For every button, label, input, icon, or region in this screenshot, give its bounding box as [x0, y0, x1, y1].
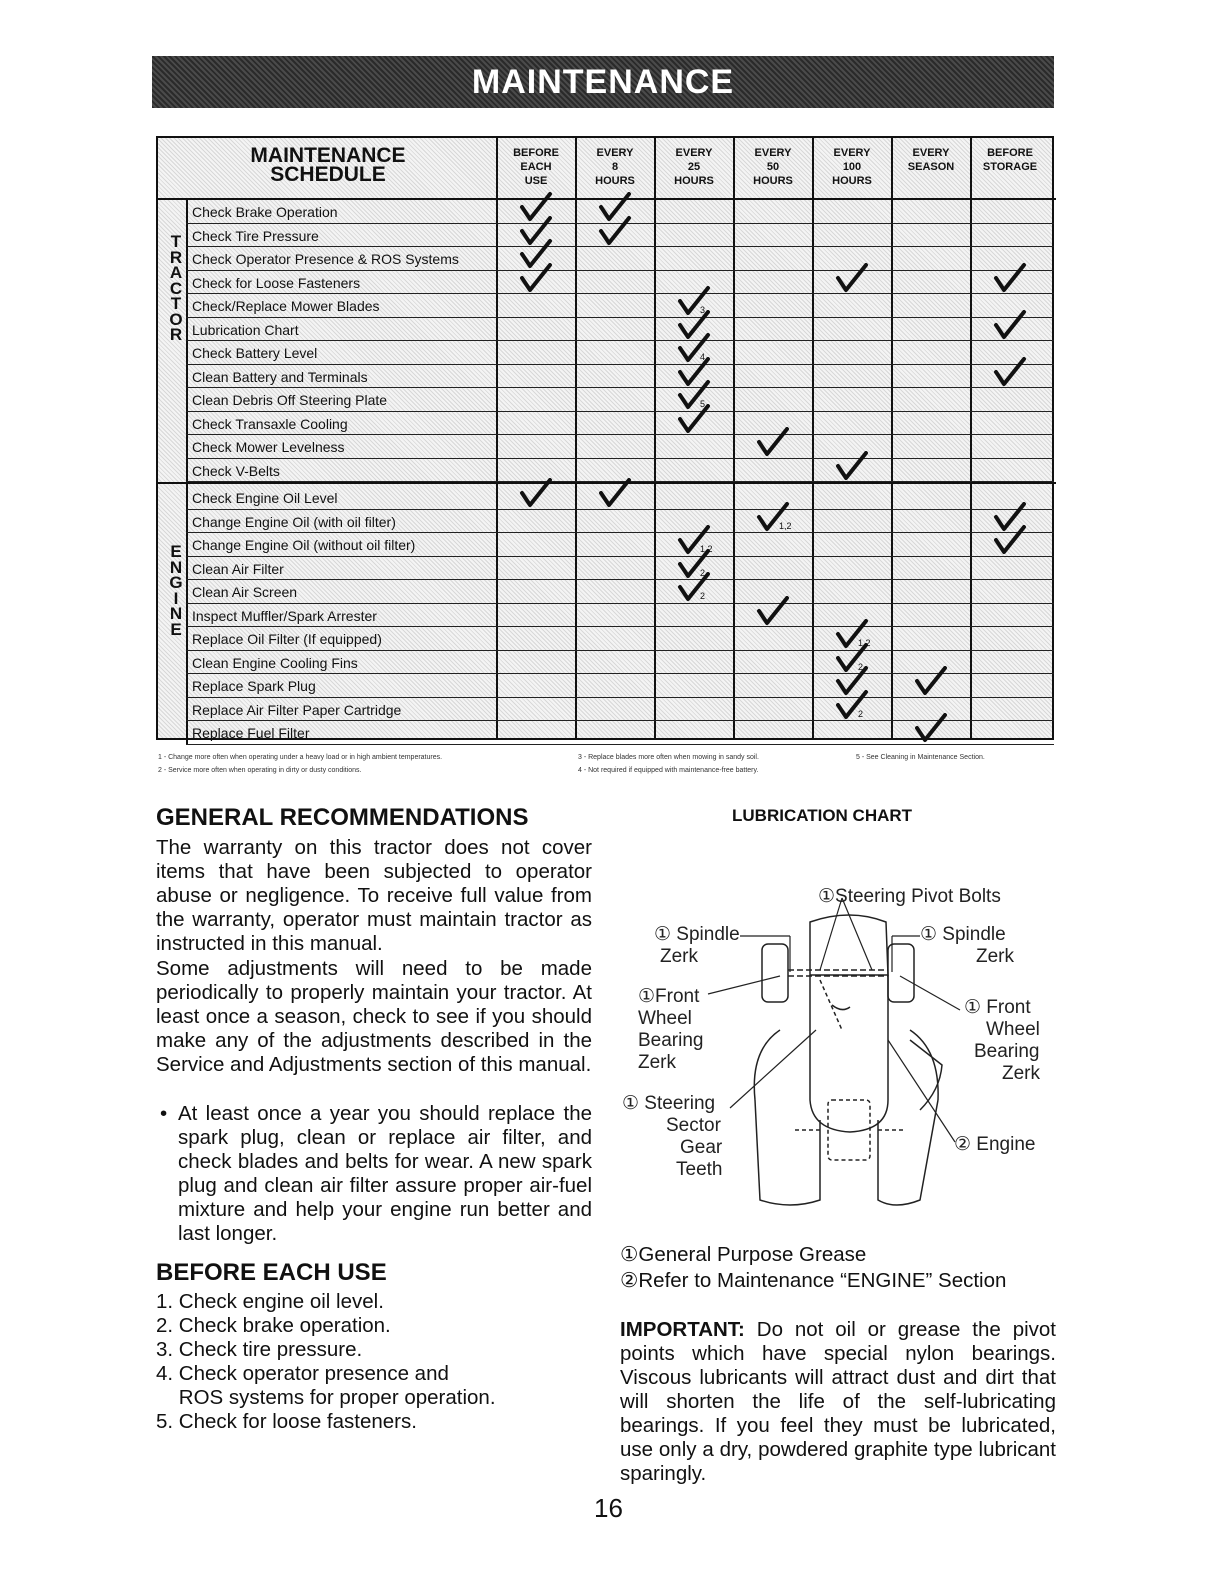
- schedule-row-label: Inspect Muffler/Spark Arrester: [192, 607, 377, 624]
- check-mark-icon: [832, 690, 872, 720]
- check-mark-icon: [990, 525, 1030, 555]
- schedule-row-label: Check Brake Operation: [192, 204, 338, 220]
- maintenance-schedule-table: [156, 136, 1054, 740]
- list-item: ROS systems for proper operation.: [156, 1386, 496, 1409]
- label-front-left-1: ①Front: [638, 986, 700, 1007]
- schedule-row-label: Check Engine Oil Level: [192, 490, 338, 506]
- important-text: Do not oil or grease the pivot points which have special nylon bearings. Viscous lubricants will attract dust and dirt that will shorten the life of the self-lubricating bearings. If you feel they must be lubricated, use only a dry, powdered graphite type lubricant sparingly.: [620, 1318, 1056, 1485]
- schedule-row-label: Replace Oil Filter (If equipped): [192, 631, 382, 647]
- row-divider: [186, 364, 1054, 365]
- general-paragraph-1: The warranty on this tractor does not cover items that have been subjected to operator abuse or negligence. To receive full value from the warranty, operator must maintain tractor as instructed in this manual.: [156, 836, 592, 955]
- column-header: EVERY 8 HOURS: [595, 147, 635, 187]
- lubrication-chart-title: LUBRICATION CHART: [732, 806, 913, 825]
- footnote-3: 3 - Replace blades more often when mowing in sandy soil.: [578, 754, 759, 761]
- schedule-row-label: Check Tire Pressure: [192, 227, 319, 244]
- check-mark-icon: [753, 427, 793, 457]
- label-front-left-3: Bearing: [638, 1030, 704, 1051]
- check-footnote-ref: 1,2: [700, 544, 713, 554]
- check-footnote-ref: 2: [700, 567, 706, 578]
- schedule-row-label: Clean Battery and Terminals: [192, 368, 368, 385]
- column-divider: [891, 138, 893, 738]
- row-divider: [186, 556, 1054, 557]
- row-divider: [186, 434, 1054, 435]
- footnote-1: 1 - Change more often when operating under a heavy load or in high ambient temperatures.: [158, 754, 443, 761]
- list-item: 1. Check engine oil level.: [156, 1290, 384, 1313]
- label-engine: ② Engine: [954, 1134, 1036, 1155]
- row-divider: [186, 293, 1054, 294]
- before-each-use-list: [156, 1290, 496, 1434]
- check-mark-icon: [990, 310, 1030, 340]
- list-item: 3. Check tire pressure.: [156, 1338, 363, 1361]
- label-spindle-left-2: Zerk: [660, 946, 698, 967]
- row-divider: [186, 340, 1054, 341]
- check-mark-icon: [990, 263, 1030, 293]
- label-front-left-4: Zerk: [638, 1052, 676, 1073]
- schedule-row-label: Check Operator Presence & ROS Systems: [192, 251, 459, 267]
- column-divider: [733, 138, 735, 738]
- schedule-row-label: Lubrication Chart: [192, 321, 299, 338]
- important-label: IMPORTANT:: [620, 1318, 745, 1341]
- column-header: EVERY 25 HOURS: [674, 147, 714, 187]
- schedule-row-label: Clean Engine Cooling Fins: [192, 654, 358, 671]
- maintenance-banner: [152, 56, 1054, 108]
- check-footnote-ref: 2: [700, 591, 706, 601]
- row-divider: [186, 603, 1054, 604]
- row-divider: [186, 411, 1054, 412]
- check-footnote-ref: 1,2: [858, 638, 871, 648]
- schedule-row-label: Check V-Belts: [192, 462, 280, 479]
- check-mark-icon: [911, 713, 951, 743]
- column-header: EVERY SEASON: [907, 147, 955, 173]
- general-paragraph-2: Some adjustments will need to be made periodically to properly maintain your tractor. At least once a season, check to see if you should make any of the adjustments described in the Service and Adjustments section of this manual.: [156, 957, 592, 1076]
- row-divider: [186, 626, 1054, 627]
- schedule-title: [158, 146, 498, 184]
- row-divider: [186, 317, 1054, 318]
- legend-general-purpose-grease: ①General Purpose Grease: [620, 1243, 867, 1266]
- label-spindle-left-1: ① Spindle: [654, 924, 740, 945]
- column-header: EVERY 50 HOURS: [753, 147, 793, 187]
- tractor-vertical-label: T R A C T O R: [169, 232, 183, 344]
- label-front-right-4: Zerk: [1002, 1063, 1040, 1084]
- schedule-row-label: Clean Air Filter: [192, 560, 284, 577]
- schedule-row-label: Check/Replace Mower Blades: [192, 298, 380, 314]
- label-steering-4: Teeth: [676, 1159, 723, 1180]
- check-mark-icon: [595, 478, 635, 508]
- general-recommendations-heading: GENERAL RECOMMENDATIONS: [156, 804, 529, 831]
- schedule-row-label: Check Transaxle Cooling: [192, 415, 348, 432]
- section-divider: [186, 198, 188, 745]
- footnote-5: 5 - See Cleaning in Maintenance Section.: [856, 754, 985, 761]
- column-header: EVERY 100 HOURS: [832, 147, 872, 187]
- label-steering-2: Sector: [666, 1115, 721, 1136]
- label-steering-3: Gear: [680, 1137, 723, 1158]
- schedule-row-label: Replace Air Filter Paper Cartridge: [192, 701, 402, 718]
- row-divider: [186, 650, 1054, 651]
- schedule-row-label: Clean Air Screen: [192, 584, 298, 600]
- row-divider: [186, 697, 1054, 698]
- row-divider: [186, 509, 1054, 510]
- check-footnote-ref: 3: [700, 305, 706, 315]
- check-footnote-ref: 2: [858, 661, 864, 672]
- label-steering-1: ① Steering: [622, 1093, 716, 1114]
- check-mark-icon: [753, 596, 793, 626]
- check-mark-icon: [832, 263, 872, 293]
- check-footnote-ref: 4: [700, 352, 706, 362]
- list-item: 4. Check operator presence and: [156, 1362, 449, 1385]
- row-divider: [186, 532, 1054, 533]
- lubrication-diagram: [620, 880, 1056, 1225]
- check-footnote-ref: 5: [700, 399, 706, 409]
- label-spindle-right-2: Zerk: [976, 946, 1014, 967]
- check-mark-icon: [990, 357, 1030, 387]
- banner-title: MAINTENANCE: [471, 62, 735, 101]
- check-footnote-ref: 1,2: [779, 520, 792, 531]
- column-divider: [496, 138, 498, 738]
- column-divider: [970, 138, 972, 738]
- check-mark-icon: [516, 478, 556, 508]
- column-header: BEFORE STORAGE: [982, 147, 1038, 173]
- check-footnote-ref: 2: [858, 708, 864, 719]
- label-front-left-2: Wheel: [638, 1008, 692, 1029]
- list-item: 5. Check for loose fasteners.: [156, 1410, 417, 1433]
- label-front-right-1: ① Front: [964, 997, 1031, 1018]
- schedule-row-label: Replace Fuel Filter: [192, 725, 310, 741]
- row-divider: [186, 270, 1054, 271]
- check-mark-icon: [516, 263, 556, 293]
- schedule-row-label: Clean Debris Off Steering Plate: [192, 392, 388, 408]
- schedule-title-line1: MAINTENANCE: [250, 144, 406, 167]
- label-front-right-2: Wheel: [986, 1019, 1040, 1040]
- row-divider: [186, 579, 1054, 580]
- schedule-row-label: Check Battery Level: [192, 345, 318, 361]
- general-bullet-text: At least once a year you should replace the spark plug, clean or replace air filter, and check blades and belts for wear. A new spark plug and clean air filter assure proper air-fuel mixture and help your engine run better and last longer.: [178, 1102, 592, 1245]
- schedule-title-line2: SCHEDULE: [270, 163, 386, 186]
- column-header: BEFORE EACH USE: [513, 147, 559, 187]
- row-divider: [186, 387, 1054, 388]
- important-note: [620, 1318, 1056, 1486]
- page-number: 16: [594, 1493, 623, 1523]
- check-mark-icon: [832, 451, 872, 481]
- schedule-row-label: Change Engine Oil (with oil filter): [192, 513, 396, 530]
- row-divider: [186, 458, 1054, 459]
- column-divider: [812, 138, 814, 738]
- check-mark-icon: [911, 666, 951, 696]
- label-front-right-3: Bearing: [974, 1041, 1040, 1062]
- check-mark-icon: [674, 404, 714, 434]
- schedule-row-label: Check for Loose Fasteners: [192, 274, 361, 291]
- engine-vertical-label: E N G I N E: [169, 542, 183, 639]
- check-mark-icon: [595, 216, 635, 246]
- schedule-row-label: Replace Spark Plug: [192, 678, 316, 694]
- check-mark-icon: [674, 572, 714, 602]
- label-spindle-right-1: ① Spindle: [920, 924, 1006, 945]
- legend-refer-engine: ②Refer to Maintenance “ENGINE” Section: [620, 1269, 1007, 1292]
- footnote-4: 4 - Not required if equipped with maintenance-free battery.: [578, 767, 759, 774]
- schedule-row-label: Check Mower Levelness: [192, 439, 345, 455]
- list-item: 2. Check brake operation.: [156, 1314, 391, 1337]
- footnote-2: 2 - Service more often when operating in dirty or dusty conditions.: [158, 767, 362, 774]
- column-divider: [654, 138, 656, 738]
- row-divider: [186, 744, 1054, 745]
- schedule-row-label: Change Engine Oil (without oil filter): [192, 537, 416, 553]
- column-divider: [575, 138, 577, 738]
- before-each-use-heading: BEFORE EACH USE: [156, 1259, 387, 1286]
- label-steering-pivot-bolts: ①Steering Pivot Bolts: [818, 886, 1001, 907]
- general-bullet: • At least once a year you should replace the spark plug, clean or replace air filter, and check blades and belts for wear. A new spark plug and clean air filter assure proper air-fuel mixture and help your engine run better and last longer.: [160, 1102, 592, 1245]
- row-divider: [186, 246, 1054, 247]
